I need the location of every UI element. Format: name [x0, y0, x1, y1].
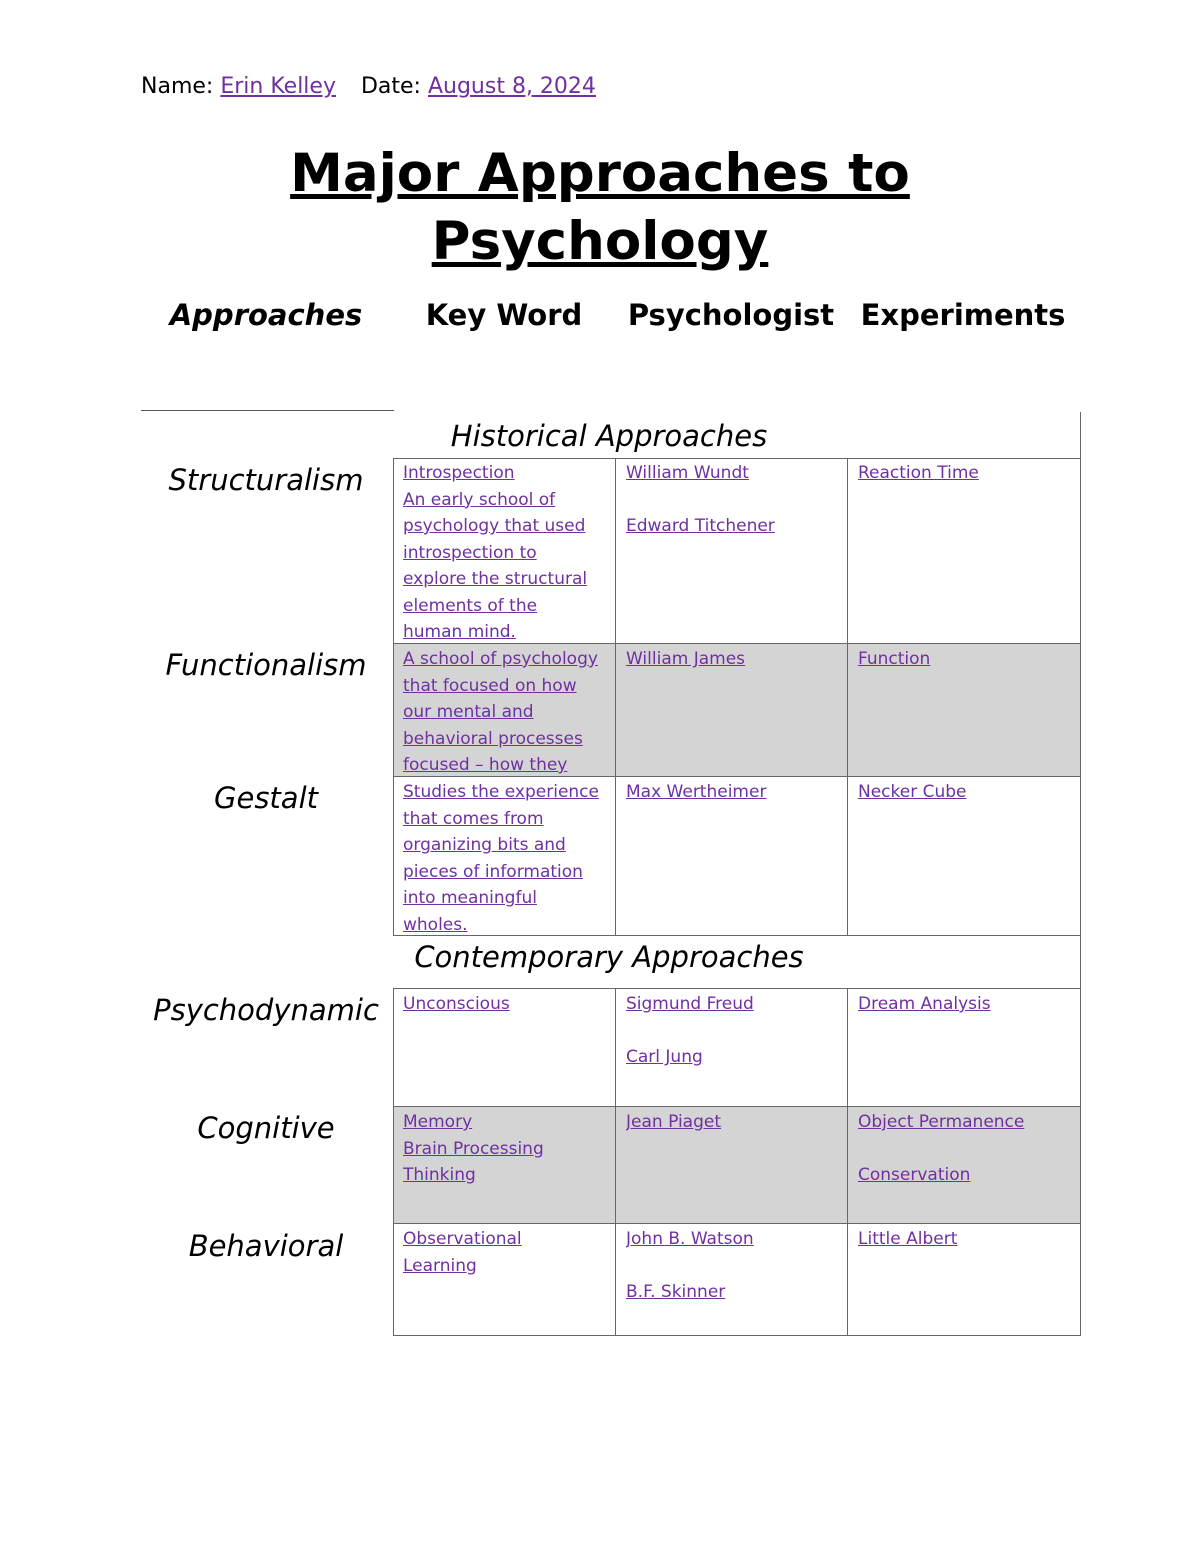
title-line-1: Major Approaches to — [290, 143, 910, 204]
key-word-line[interactable]: Unconscious — [403, 994, 510, 1014]
col-heading-approaches: Approaches — [169, 298, 363, 332]
key-word-line[interactable]: elements of the — [403, 595, 538, 616]
grid-line — [393, 1106, 1081, 1107]
approach-cognitive: Cognitive — [197, 1111, 335, 1145]
name-label: Name: — [141, 74, 214, 99]
grid-line — [847, 458, 848, 935]
experiments-line[interactable]: Conservation — [858, 1165, 971, 1185]
key-word-line[interactable]: Learning — [403, 1255, 477, 1276]
psychologist-line[interactable]: Carl Jung — [626, 1047, 703, 1067]
psychologist-line[interactable]: Edward Titchener — [626, 516, 775, 536]
key-word-line[interactable]: psychology that used — [403, 516, 586, 536]
key-word-line[interactable]: human mind. — [403, 622, 516, 642]
grid-line — [393, 988, 1081, 989]
col-heading-key-word: Key Word — [425, 298, 583, 332]
key-word-line[interactable]: Observational — [403, 1229, 522, 1249]
psychologist-cell — [626, 646, 844, 775]
grid-line — [847, 988, 848, 1335]
blank-line — [626, 1018, 844, 1045]
grid-line — [393, 935, 1081, 936]
key-word-line[interactable]: behavioral processes — [403, 728, 583, 749]
key-word-line[interactable]: A school of psychology — [403, 649, 598, 669]
key-word-line[interactable]: explore the structural — [403, 569, 588, 589]
psychologist-line[interactable]: Max Wertheimer — [626, 782, 767, 802]
experiments-cell — [858, 646, 1078, 775]
key-word-line[interactable]: Brain Processing — [403, 1138, 544, 1159]
key-word-cell — [403, 1226, 613, 1334]
approach-gestalt: Gestalt — [214, 781, 318, 815]
grid-line — [615, 988, 616, 1335]
key-word-line[interactable]: Introspection — [403, 463, 515, 483]
psychologist-line[interactable]: Jean Piaget — [626, 1112, 722, 1132]
grid-line — [393, 458, 1081, 459]
key-word-line[interactable]: Memory — [403, 1112, 473, 1132]
grid-line — [393, 458, 394, 935]
section-historical: Historical Approaches — [450, 419, 768, 453]
key-word-line[interactable]: our mental and — [403, 702, 534, 722]
page-title — [0, 140, 1200, 276]
psychologist-cell — [626, 1226, 844, 1334]
key-word-line[interactable]: into meaningful — [403, 888, 537, 908]
blank-line — [858, 1136, 1078, 1163]
experiments-line[interactable]: Object Permanence — [858, 1112, 1025, 1132]
grid-line — [1080, 412, 1081, 1335]
psychologist-cell — [626, 991, 844, 1105]
grid-line — [615, 458, 616, 935]
key-word-line[interactable]: Thinking — [403, 1165, 476, 1185]
approach-behavioral: Behavioral — [188, 1229, 344, 1263]
grid-line — [393, 988, 394, 1335]
psychologist-line[interactable]: Sigmund Freud — [626, 994, 754, 1014]
key-word-cell — [403, 460, 613, 642]
approach-structuralism: Structuralism — [168, 463, 364, 497]
approach-functionalism: Functionalism — [165, 648, 367, 682]
section-contemporary: Contemporary Approaches — [414, 940, 804, 974]
psychologist-line[interactable]: John B. Watson — [626, 1229, 754, 1249]
key-word-cell — [403, 779, 613, 934]
date-value[interactable]: August 8, 2024 — [427, 74, 596, 99]
key-word-cell — [403, 1109, 613, 1222]
psychologist-cell — [626, 779, 844, 934]
left-divider — [141, 410, 394, 411]
grid-line — [393, 1223, 1081, 1224]
psychologist-cell — [626, 460, 844, 642]
experiments-line[interactable]: Reaction Time — [858, 463, 979, 483]
experiments-cell — [858, 1226, 1078, 1334]
col-heading-experiments: Experiments — [860, 298, 1066, 332]
key-word-line[interactable]: organizing bits and — [403, 835, 566, 855]
name-value[interactable]: Erin Kelley — [220, 74, 336, 99]
grid-line — [393, 776, 1081, 777]
grid-line — [393, 1335, 1081, 1336]
experiments-cell — [858, 1109, 1078, 1222]
key-word-line[interactable]: An early school of — [403, 489, 556, 510]
experiments-line[interactable]: Function — [858, 649, 931, 669]
key-word-line[interactable]: Studies the experience — [403, 782, 599, 802]
col-heading-psychologist: Psychologist — [627, 298, 835, 332]
experiments-line[interactable]: Little Albert — [858, 1229, 958, 1249]
key-word-line[interactable]: introspection to — [403, 542, 537, 563]
experiments-cell — [858, 779, 1078, 934]
date-label: Date: — [360, 74, 421, 99]
experiments-line[interactable]: Dream Analysis — [858, 994, 991, 1014]
key-word-line[interactable]: wholes. — [403, 914, 468, 934]
key-word-cell — [403, 991, 613, 1105]
psychologist-cell — [626, 1109, 844, 1222]
name-date-line — [141, 74, 596, 99]
key-word-line[interactable]: that focused on how — [403, 675, 577, 696]
key-word-line[interactable]: pieces of information — [403, 861, 583, 882]
key-word-line[interactable]: focused – how they — [403, 755, 568, 775]
psychologist-line[interactable]: William James — [626, 649, 746, 669]
experiments-line[interactable]: Necker Cube — [858, 782, 967, 802]
grid-line — [393, 643, 1081, 644]
title-line-2: Psychology — [431, 211, 769, 272]
key-word-line[interactable]: that comes from — [403, 808, 544, 829]
psychologist-line[interactable]: William Wundt — [626, 463, 749, 483]
approach-psychodynamic: Psychodynamic — [153, 993, 379, 1027]
blank-line — [626, 487, 844, 514]
experiments-cell — [858, 991, 1078, 1105]
experiments-cell — [858, 460, 1078, 642]
psychologist-line[interactable]: B.F. Skinner — [626, 1282, 726, 1302]
blank-line — [626, 1253, 844, 1280]
key-word-cell — [403, 646, 613, 775]
